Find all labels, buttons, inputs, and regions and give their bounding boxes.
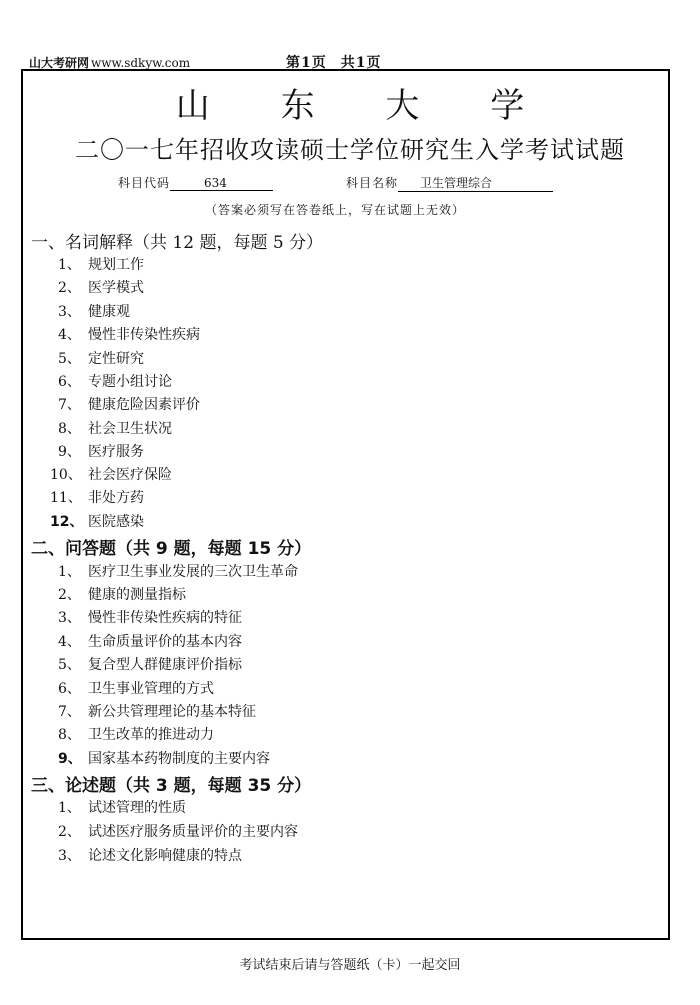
subject-code-label: 科目代码 [118,176,171,190]
item-number: 3、 [58,610,81,626]
item-number: 5、 [58,657,81,673]
list-item [58,254,144,274]
item-number: 1、 [58,257,81,273]
subject-code-value: 634 [170,176,273,191]
item-number: 8、 [58,421,81,437]
list-item [58,631,242,651]
section-title-2: 二、问答题（共 9 题，每题 15 分） [31,539,312,559]
item-text: 卫生改革的推进动力 [88,727,214,743]
item-text: 专题小组讨论 [88,374,172,390]
item-number: 2、 [58,280,81,296]
list-item [58,797,186,817]
item-text: 慢性非传染性疾病 [88,327,200,343]
item-number: 6、 [58,681,81,697]
answer-note: （答案必须写在答卷纸上，写在试题上无效） [205,203,466,217]
item-number: 9、 [58,751,82,767]
item-number: 4、 [58,634,81,650]
item-number: 6、 [58,374,81,390]
item-text: 健康的测量指标 [88,587,186,603]
section-title-1: 一、名词解释（共 12 题，每题 5 分） [31,233,324,253]
item-number: 10、 [50,467,82,483]
item-text: 新公共管理理论的基本特征 [88,704,256,720]
item-number: 8、 [58,727,81,743]
subject-code-row [118,174,273,191]
item-text: 非处方药 [88,490,144,506]
list-item [58,348,144,368]
list-item [58,324,200,344]
list-item [58,607,242,627]
list-item [58,821,298,841]
list-item [58,394,200,414]
section-title-3: 三、论述题（共 3 题，每题 35 分） [31,776,312,796]
item-number: 7、 [58,397,81,413]
item-number: 3、 [58,848,81,864]
item-text: 复合型人群健康评价指标 [88,657,242,673]
site-name: 山大考研网 [29,56,90,70]
item-text: 医疗服务 [88,444,144,460]
exam-title: 二〇一七年招收攻读硕士学位研究生入学考试试题 [75,136,625,164]
item-number: 12、 [50,514,84,530]
item-text: 社会医疗保险 [88,467,172,483]
item-text: 慢性非传染性疾病的特征 [88,610,242,626]
list-item [58,277,144,297]
list-item [50,511,144,531]
subject-name-label: 科目名称 [346,176,399,190]
list-item [58,678,214,698]
item-number: 3、 [58,304,81,320]
item-text: 国家基本药物制度的主要内容 [88,751,270,767]
item-text: 试述医疗服务质量评价的主要内容 [88,824,298,840]
page-total: 共1页 [340,55,382,71]
subject-name-value: 卫生管理综合 [398,174,553,192]
item-number: 11、 [50,490,82,506]
university-title: 山 东 大 学 [175,86,555,126]
list-item [58,301,130,321]
item-number: 2、 [58,587,81,603]
page-number: 第1页 [286,55,327,71]
footer-note: 考试结束后请与答题纸（卡）一起交回 [239,958,461,973]
item-text: 试述管理的性质 [88,800,186,816]
item-text: 医院感染 [88,514,144,530]
list-item [58,371,172,391]
item-number: 5、 [58,351,81,367]
item-text: 生命质量评价的基本内容 [88,634,242,650]
list-item [58,845,242,865]
list-item [50,487,144,507]
list-item [58,654,242,674]
item-text: 社会卫生状况 [88,421,172,437]
list-item [58,418,172,438]
list-item [50,464,172,484]
item-number: 9、 [58,444,81,460]
item-text: 健康危险因素评价 [88,397,200,413]
item-number: 2、 [58,824,81,840]
item-number: 7、 [58,704,81,720]
list-item [58,701,256,721]
list-item [58,584,186,604]
list-item [58,561,298,581]
subject-name-row [346,174,553,192]
list-item [58,724,214,744]
item-text: 医学模式 [88,280,144,296]
list-item [58,441,144,461]
item-text: 规划工作 [88,257,144,273]
item-number: 4、 [58,327,81,343]
item-text: 论述文化影响健康的特点 [88,848,242,864]
item-number: 1、 [58,564,81,580]
item-text: 健康观 [88,304,130,320]
item-text: 医疗卫生事业发展的三次卫生革命 [88,564,298,580]
site-url: www.sdkyw.com [91,56,191,70]
item-text: 卫生事业管理的方式 [88,681,214,697]
item-text: 定性研究 [88,351,144,367]
list-item [58,748,270,768]
item-number: 1、 [58,800,81,816]
